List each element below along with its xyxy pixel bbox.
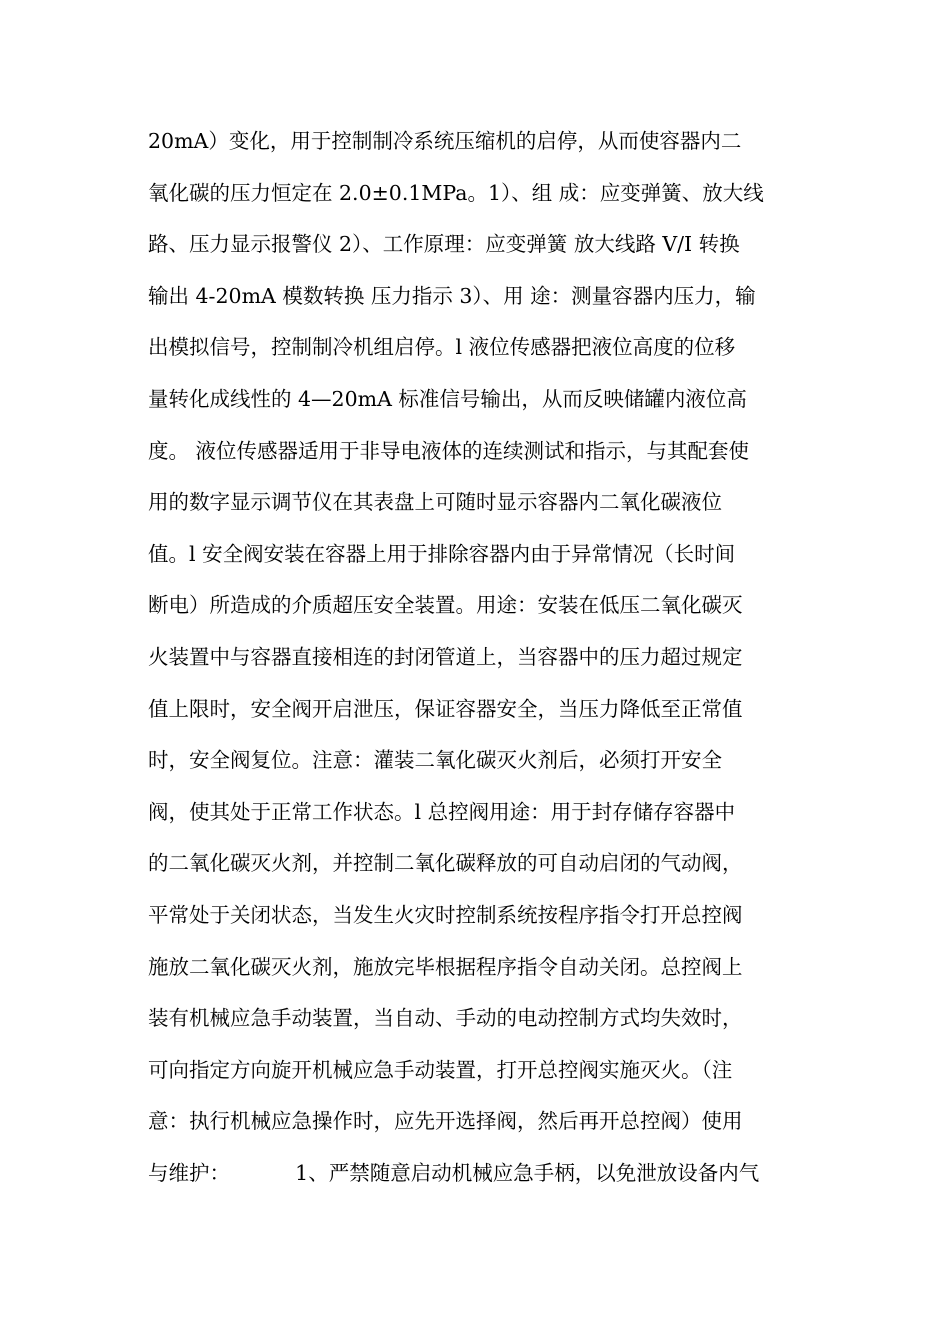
text-line: 量转化成线性的 4—20mA 标准信号输出，从而反映储罐内液位高 <box>148 386 747 411</box>
text-line: 用的数字显示调节仪在其表盘上可随时显示容器内二氧化碳液位 <box>148 490 722 515</box>
text-line: 意：执行机械应急操作时，应先开选择阀，然后再开总控阀）使用 <box>148 1109 743 1134</box>
text-line: 的二氧化碳灭火剂，并控制二氧化碳释放的可自动启闭的气动阀， <box>148 851 743 876</box>
text-line: 施放二氧化碳灭火剂，施放完毕根据程序指令自动关闭。总控阀上 <box>148 954 743 979</box>
text-line: 路、压力显示报警仪 2）、工作原理：应变弹簧 放大线路 V/I 转换 <box>148 232 740 257</box>
text-line: 20mA）变化，用于控制制冷系统压缩机的启停，从而使容器内二 <box>148 129 742 153</box>
text-line: 值上限时，安全阀开启泄压，保证容器安全，当压力降低至正常值 <box>148 696 743 721</box>
text-line: 装有机械应急手动装置，当自动、手动的电动控制方式均失效时， <box>148 1006 743 1031</box>
text-line: 出模拟信号，控制制冷机组启停。l 液位传感器把液位高度的位移 <box>148 335 736 360</box>
text-line: 阀，使其处于正常工作状态。l 总控阀用途：用于封存储存容器中 <box>148 799 736 824</box>
text-line: 度。 液位传感器适用于非导电液体的连续测试和指示，与其配套使 <box>148 438 750 463</box>
text-line: 平常处于关闭状态，当发生火灾时控制系统按程序指令打开总控阀 <box>148 902 743 927</box>
text-line: 氧化碳的压力恒定在 2.0±0.1MPa。1）、组 成：应变弹簧、放大线 <box>148 180 764 205</box>
text-line: 输出 4-20mA 模数转换 压力指示 3）、用 途：测量容器内压力，输 <box>148 283 756 308</box>
text-line: 可向指定方向旋开机械应急手动装置，打开总控阀实施灭火。（注 <box>148 1057 733 1082</box>
text-line: 断电）所造成的介质超压安全装置。用途：安装在低压二氧化碳灭 <box>148 593 743 618</box>
body-text <box>148 116 808 1199</box>
text-line: 与维护： 1、严禁随意启动机械应急手柄，以免泄放设备内气 <box>148 1160 760 1185</box>
text-line: 火装置中与容器直接相连的封闭管道上，当容器中的压力超过规定 <box>148 644 743 669</box>
text-line: 时，安全阀复位。注意：灌装二氧化碳灭火剂后，必须打开安全 <box>148 748 722 773</box>
text-line: 值。l 安全阀安装在容器上用于排除容器内由于异常情况（长时间 <box>148 541 736 566</box>
